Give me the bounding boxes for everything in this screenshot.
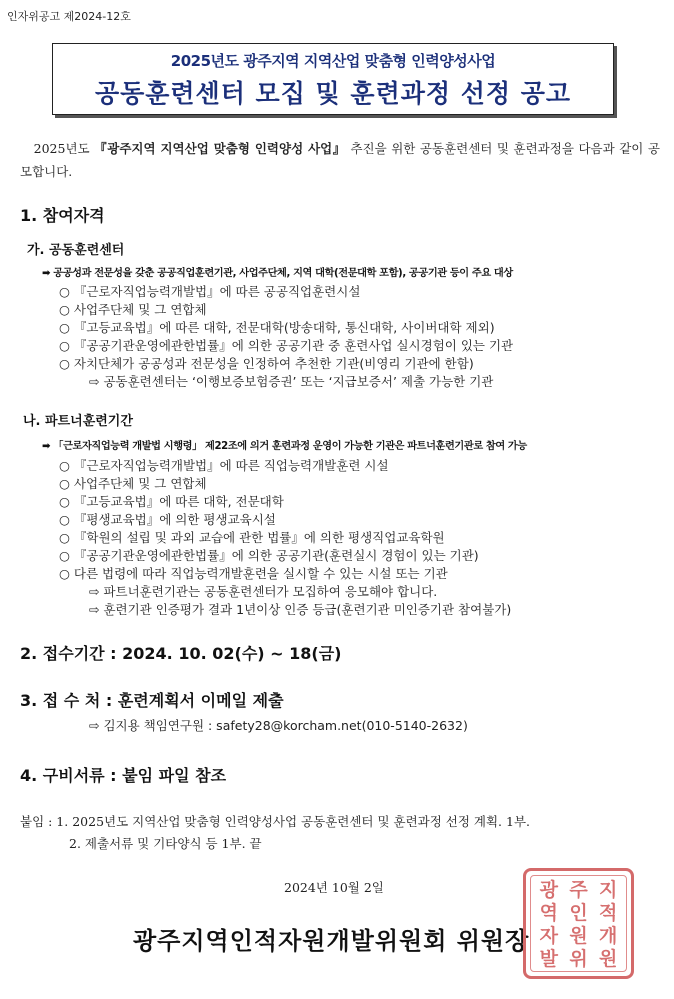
- list-item: ○ 『근로자직업능력개발법』에 따른 공공직업훈련시설: [59, 284, 361, 299]
- intro-suffix: 추진을 위한 공동훈련센터 및 훈련과정을 다음과 같이 공모합니다.: [20, 141, 661, 179]
- official-seal: [523, 868, 634, 979]
- seal-char: 역: [539, 902, 558, 924]
- seal-char: 원: [569, 925, 588, 947]
- seal-char: 발: [539, 948, 558, 970]
- intro-prefix: 2025년도: [33, 141, 95, 156]
- section2-heading: 2. 접수기간 : 2024. 10. 02(수) ~ 18(금): [20, 644, 342, 663]
- section1b-heading: 나. 파트너훈련기간: [23, 414, 133, 429]
- list-item: ○ 사업주단체 및 그 연합체: [59, 302, 207, 317]
- section1b-note: ⇨ 파트너훈련기관는 공동훈련센터가 모집하여 응모해야 합니다.: [89, 584, 438, 599]
- intro-paragraph: [20, 137, 660, 183]
- section1a-arrow-text: ➡ 공공성과 전문성을 갖춘 공공직업훈련기관, 사업주단체, 지역 대학(전문대학 포함), 공공기관 등이 주요 대상: [42, 268, 513, 279]
- section1b-arrow-text: ➡ 「근로자직업능력 개발법 시행령」 제22조에 의거 훈련과정 운영이 가능한 기관은 파트너훈련기관로 참여 가능: [42, 441, 527, 452]
- page-title: 공동훈련센터 모집 및 훈련과정 선정 공고: [94, 79, 572, 108]
- contact-note: ⇨ 김지용 책임연구원 : safety28@korcham.net(010-5140-2632): [89, 718, 468, 733]
- section1b-note: ⇨ 훈련기관 인증평가 결과 1년이상 인증 등급(훈련기관 미인증기관 참여불가): [89, 602, 512, 617]
- title-box: [52, 43, 614, 115]
- seal-char: 인: [569, 902, 588, 924]
- seal-characters: [534, 879, 623, 968]
- seal-char: 위: [569, 948, 588, 970]
- seal-char: 적: [598, 902, 618, 924]
- issue-date: 2024년 10월 2일: [284, 880, 384, 895]
- attachment-line: 2. 제출서류 및 기타양식 등 1부. 끝: [69, 836, 262, 851]
- title-subtitle: 2025년도 광주지역 지역산업 맞춤형 인력양성사업: [170, 52, 496, 70]
- signature: 광주지역인적자원개발위원회 위원장: [133, 927, 530, 955]
- seal-char: 원: [598, 948, 618, 970]
- list-item: ○ 『공공기관운영에관한법률』에 의한 공공기관(훈련실시 경험이 있는 기관): [59, 548, 479, 563]
- list-item: ○ 『공공기관운영에관한법률』에 의한 공공기관 중 훈련사업 실시경험이 있는 기관: [59, 338, 514, 353]
- list-item: ○ 자치단체가 공공성과 전문성을 인정하여 추천한 기관(비영리 기관에 한함): [59, 356, 474, 371]
- list-item: ○ 『고등교육법』에 따른 대학, 전문대학(방송대학, 통신대학, 사이버대학 제외): [59, 320, 495, 335]
- list-item: ○ 『근로자직업능력개발법』에 따른 직업능력개발훈련 시설: [59, 458, 389, 473]
- section4-heading: 4. 구비서류 : 붙임 파일 참조: [20, 766, 227, 785]
- list-item: ○ 『평생교육법』에 의한 평생교육시설: [59, 512, 276, 527]
- notice-number: 인자위공고 제2024-12호: [7, 10, 131, 23]
- list-item: ○ 『학원의 설립 및 과외 교습에 관한 법률』에 의한 평생직업교육학원: [59, 530, 445, 545]
- seal-char: 지: [598, 879, 618, 901]
- seal-char: 광: [539, 879, 558, 901]
- attachment-line: 붙임 : 1. 2025년도 지역산업 맞춤형 인력양성사업 공동훈련센터 및 훈련과정 선정 계획. 1부.: [20, 814, 531, 829]
- section1a-note: ⇨ 공동훈련센터는 ‘이행보증보험증권’ 또는 ‘지급보증서’ 제출 가능한 기관: [89, 374, 494, 389]
- list-item: ○ 사업주단체 및 그 연합체: [59, 476, 207, 491]
- section3-heading: 3. 접 수 처 : 훈련계획서 이메일 제출: [20, 691, 284, 710]
- section1-heading: 1. 참여자격: [20, 206, 105, 225]
- intro-project-name: 『광주지역 지역산업 맞춤형 인력양성 사업』: [94, 141, 346, 156]
- list-item: ○ 다른 법령에 따라 직업능력개발훈련을 실시할 수 있는 시설 또는 기관: [59, 566, 448, 581]
- section1a-heading: 가. 공동훈련센터: [27, 243, 125, 258]
- seal-char: 자: [539, 925, 558, 947]
- list-item: ○ 『고등교육법』에 따른 대학, 전문대학: [59, 494, 284, 509]
- seal-char: 개: [598, 925, 618, 947]
- seal-char: 주: [569, 879, 588, 901]
